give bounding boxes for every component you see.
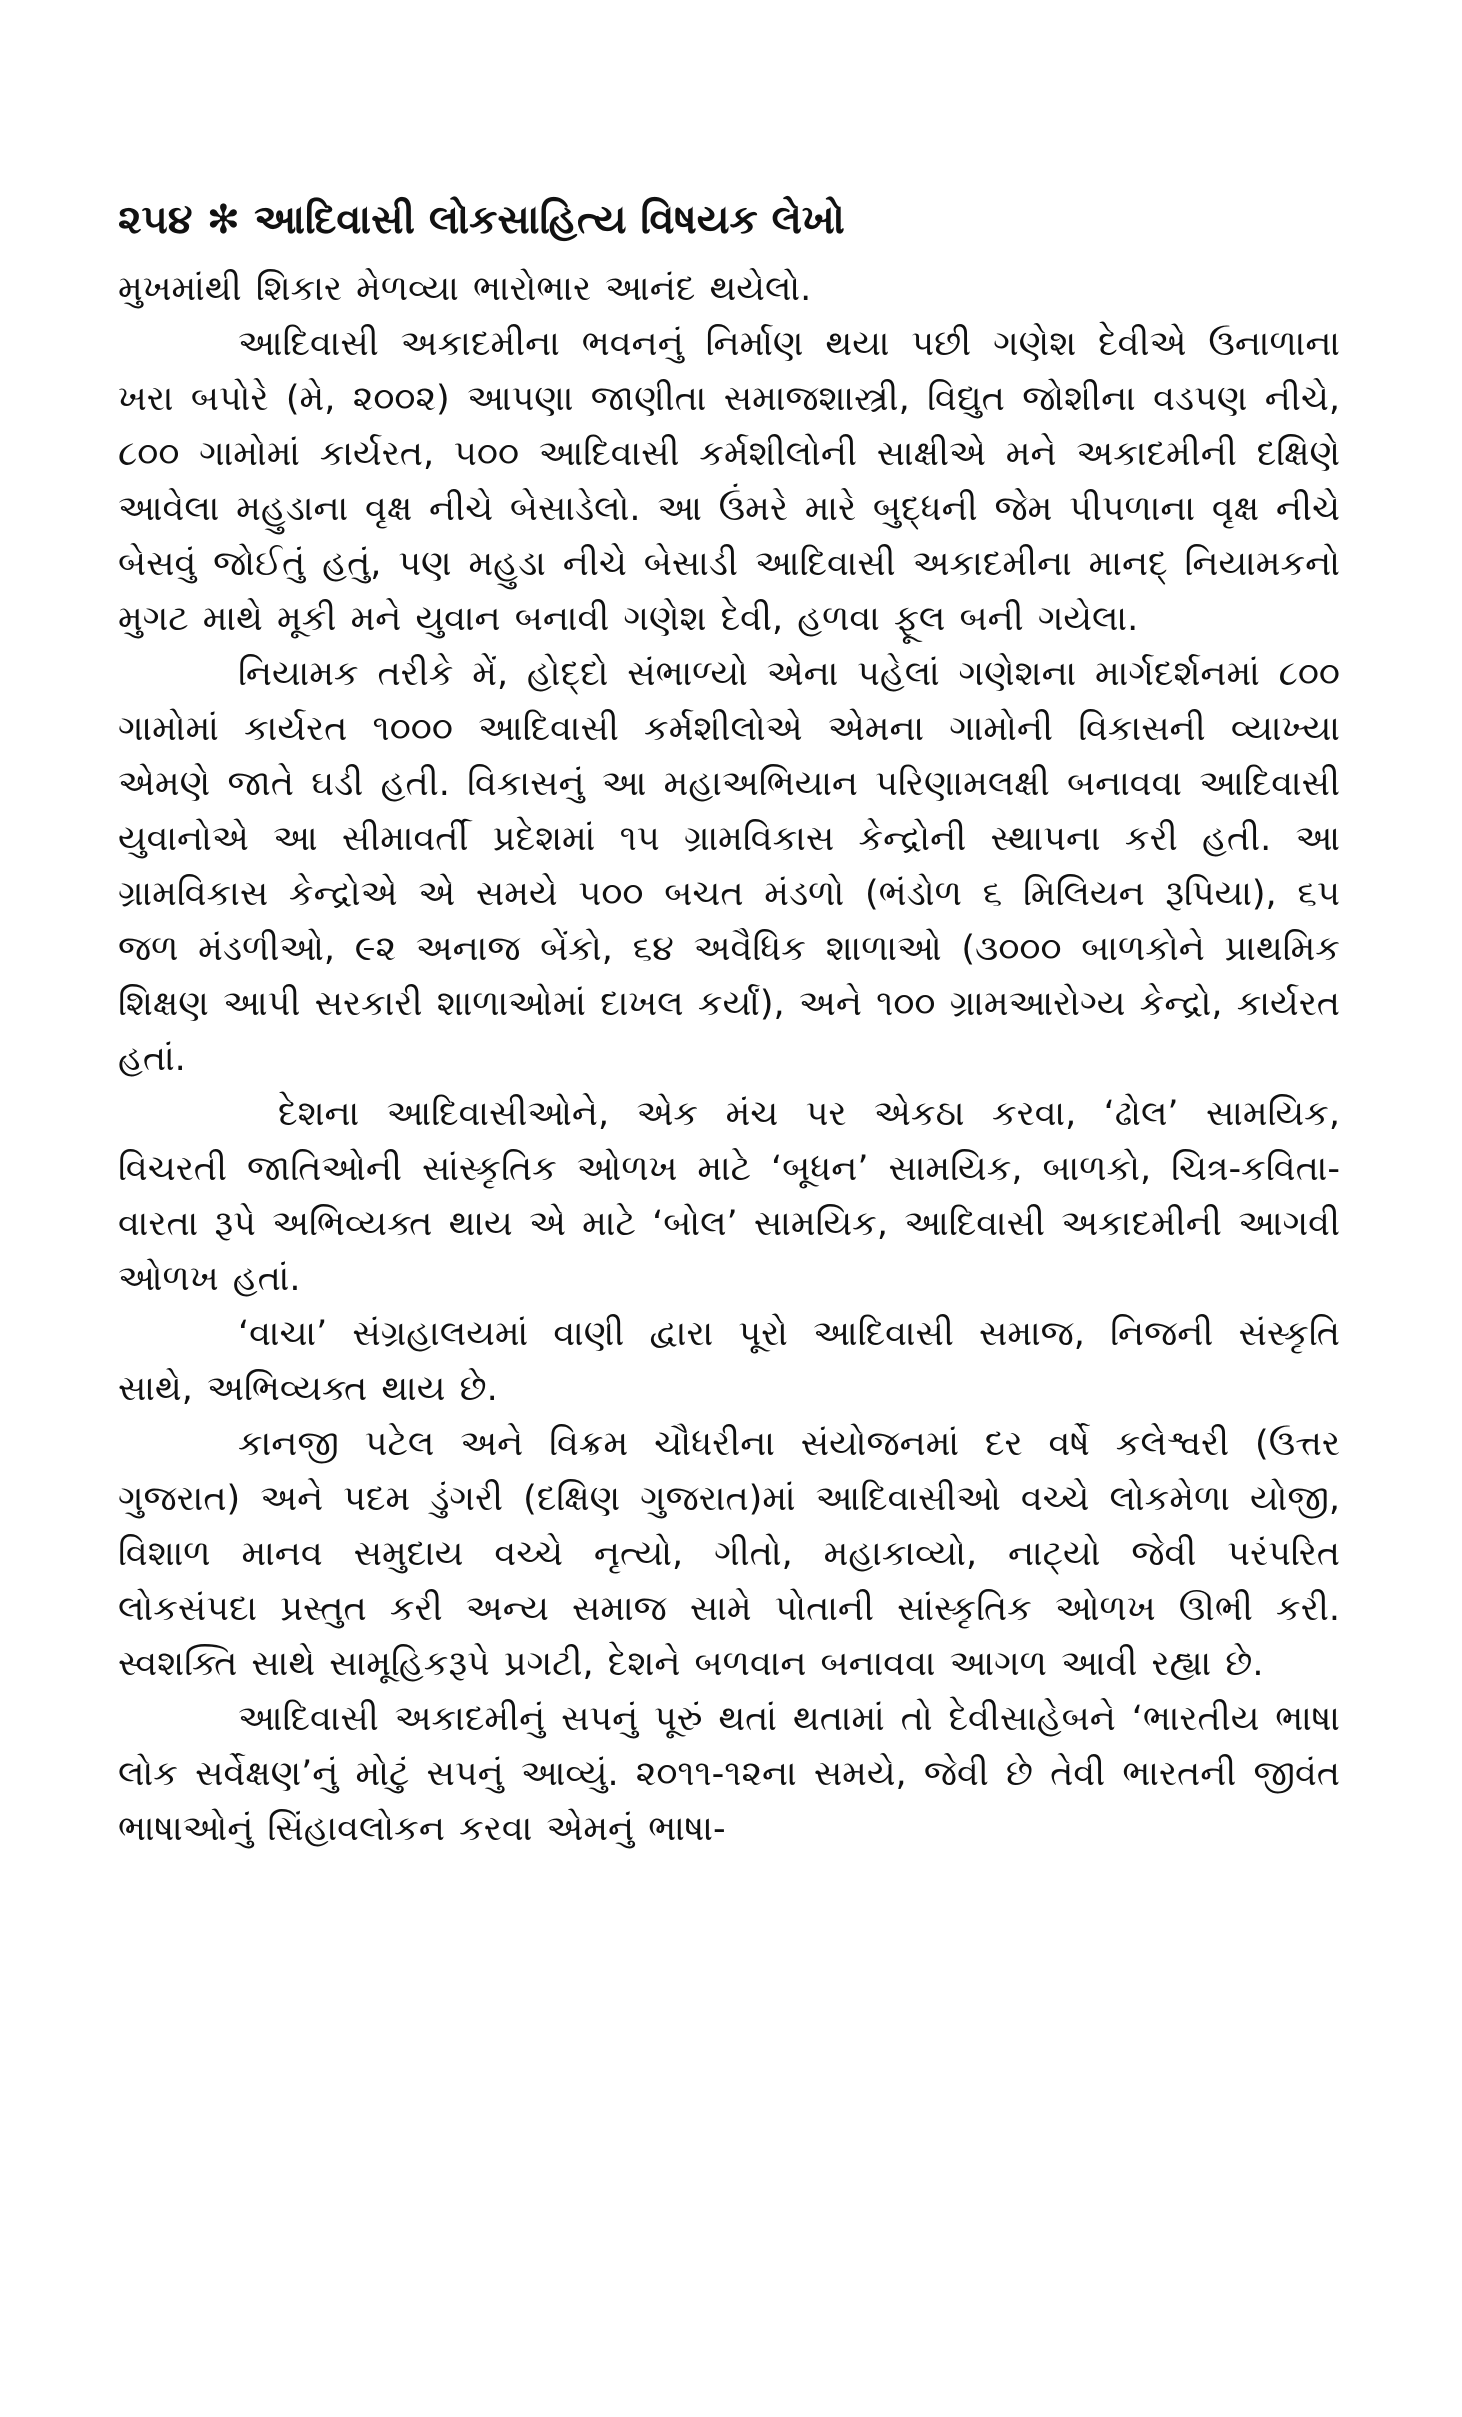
paragraph-director-role: નિયામક તરીકે મેં, હોદ્દો સંભાળ્યો એના પહેલાં ગણેશના માર્ગદર્શનમાં ૮૦૦ ગામોમાં કાર્યરત ૧૦૦૦ આદિવાસી કર્મશીલોએ એમના ગામોની વિકાસની વ્યાખ્યા એમણે જાતે ઘડી હતી. વિકાસનું આ મહાઅભિયાન પરિણામલક્ષી બનાવવા આદિવાસી યુવાનોએ આ સીમાવર્તી પ્રદેશમાં ૧૫ ગ્રામવિકાસ કેન્દ્રોની સ્થાપના કરી હતી. આ ગ્રામવિકાસ કેન્દ્રોએ એ સમયે ૫૦૦ બચત મંડળો (ભંડોળ ૬ મિલિયન રૂપિયા), ૬૫ જળ મંડળીઓ, ૯૨ અનાજ બેંકો, ૬૪ અવૈધિક શાળાઓ (૩૦૦૦ બાળકોને પ્રાથમિક શિક્ષણ આપી સરકારી શાળાઓમાં દાખલ કર્યાં), અને ૧૦૦ ગ્રામઆરોગ્ય કેન્દ્રો, કાર્યરત હતાં. [118, 654, 1340, 1079]
paragraph-magazines: દેશના આદિવાસીઓને, એક મંચ પર એકઠા કરવા, ‘ઢોલ’ સામયિક, વિચરતી જાતિઓની સાંસ્કૃતિક ઓળખ માટે ‘બૂધન’ સામયિક, બાળકો, ચિત્ર-કવિતા-વારતા રૂપે અભિવ્યક્ત થાય એ માટે ‘બોલ’ સામયિક, આદિવાસી અકાદમીની આગવી ઓળખ હતાં. [118, 1094, 1340, 1299]
body-text [118, 262, 1340, 1857]
book-title: આદિવાસી લોકસાહિત્ય વિષયક લેખો [254, 197, 845, 243]
paragraph-language-survey: આદિવાસી અકાદમીનું સપનું પૂરું થતાં થતામાં તો દેવીસાહેબને ‘ભારતીય ભાષા લોક સર્વેક્ષણ’નું મોટું સપનું આવ્યું. ૨૦૧૧-૧૨ના સમયે, જેવી છે તેવી ભારતની જીવંત ભાષાઓનું સિંહાવલોકન કરવા એમનું ભાષા- [118, 1699, 1340, 1849]
paragraph-vacha-museum: ‘વાચા’ સંગ્રહાલયમાં વાણી દ્વારા પૂરો આદિવાસી સમાજ, નિજની સંસ્કૃતિ સાથે, અભિવ્યક્ત થાય છે. [118, 1314, 1340, 1409]
paragraph-lokmela: કાનજી પટેલ અને વિક્રમ ચૌધરીના સંયોજનમાં દર વર્ષે કલેશ્વરી (ઉત્તર ગુજરાત) અને પદમ ડુંગરી (દક્ષિણ ગુજરાત)માં આદિવાસીઓ વચ્ચે લોકમેળા યોજી, વિશાળ માનવ સમુદાય વચ્ચે નૃત્યો, ગીતો, મહાકાવ્યો, નાટ્યો જેવી પરંપરિત લોકસંપદા પ્રસ્તુત કરી અન્ય સમાજ સામે પોતાની સાંસ્કૃતિક ઓળખ ઊભી કરી. સ્વશક્તિ સાથે સામૂહિકરૂપે પ્રગટી, દેશને બળવાન બનાવવા આગળ આવી રહ્યા છે. [118, 1424, 1340, 1684]
paragraph-continued: મુખમાંથી શિકાર મેળવ્યા ભારોભાર આનંદ થયેલો. [118, 269, 812, 309]
running-header [118, 190, 1338, 250]
asterisk-separator-icon: ✻ [206, 197, 241, 243]
page-number: ૨૫૪ [118, 197, 193, 243]
paragraph-academy-building: આદિવાસી અકાદમીના ભવનનું નિર્માણ થયા પછી ગણેશ દેવીએ ઉનાળાના ખરા બપોરે (મે, ૨૦૦૨) આપણા જાણીતા સમાજશાસ્ત્રી, વિદ્યુત જોશીના વડપણ નીચે, ૮૦૦ ગામોમાં કાર્યરત, ૫૦૦ આદિવાસી કર્મશીલોની સાક્ષીએ મને અકાદમીની દક્ષિણે આવેલા મહુડાના વૃક્ષ નીચે બેસાડેલો. આ ઉંમરે મારે બુદ્ધની જેમ પીપળાના વૃક્ષ નીચે બેસવું જોઈતું હતું, પણ મહુડા નીચે બેસાડી આદિવાસી અકાદમીના માનદ્ નિયામકનો મુગટ માથે મૂકી મને યુવાન બનાવી ગણેશ દેવી, હળવા ફૂલ બની ગયેલા. [118, 324, 1340, 639]
